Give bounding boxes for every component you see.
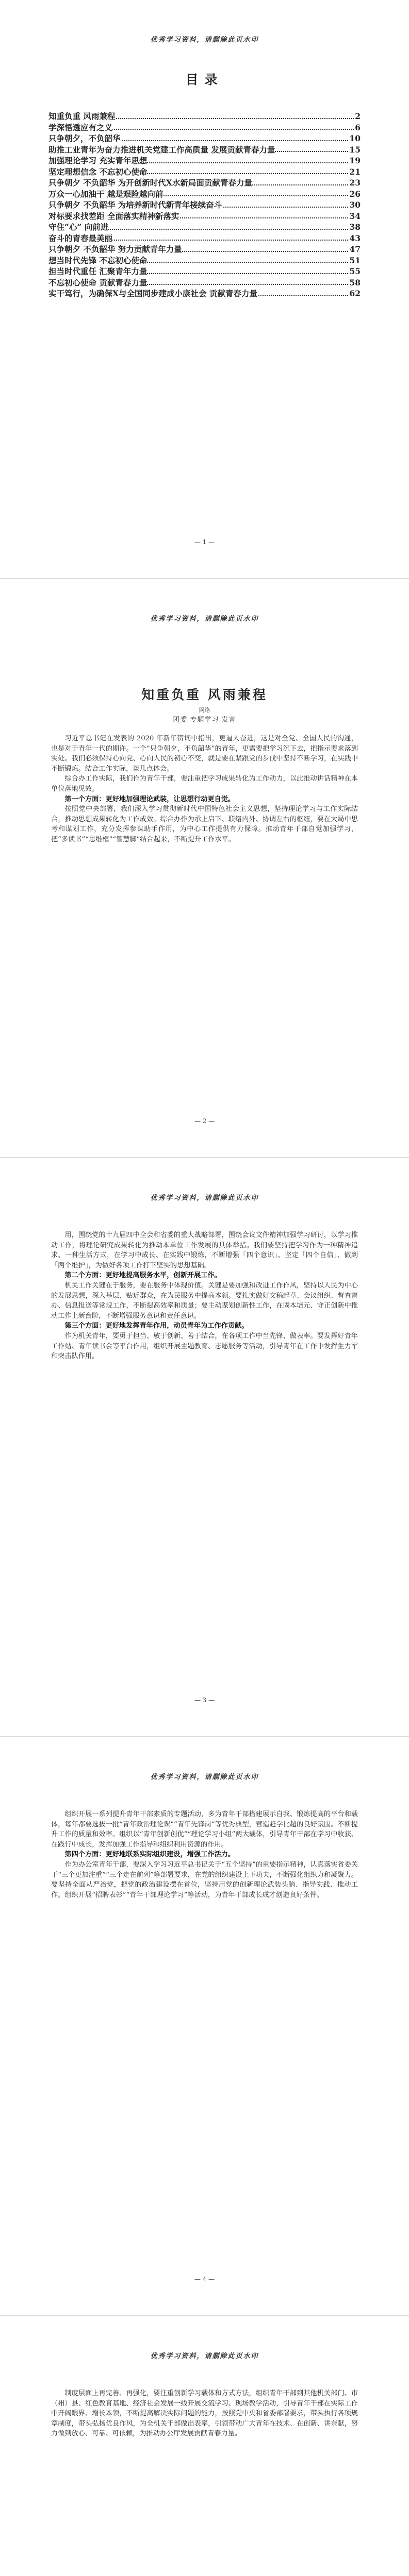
page-3	[0, 1158, 409, 1736]
toc-entry-page: 47	[349, 244, 361, 254]
toc-entry-page: 2	[355, 111, 361, 121]
toc-entry[interactable]	[48, 111, 361, 122]
toc-entry-title: 知重负重 风雨兼程	[48, 111, 116, 121]
toc-entry-title: 担当时代重任 汇聚青年力量	[48, 266, 148, 276]
toc-entry-page: 10	[349, 133, 361, 143]
page-number: — 4 —	[194, 2276, 215, 2283]
body-paragraph: 习近平总书记在发表的 2020 年新年贺词中指出，更逼人奋进，这是对全党、全国人民的沟通，也是对于青年一代的期许。一个“只争朝夕，不负韶华”的青年，更需要把学习沉下去，把指示要求落到实处。我们必须保持心向党、心向人民的初心不变，就是要在紧跟党的步伐中坚持不断学习，在实践中不断锻炼。结合工作实际，谈几点体会。	[51, 735, 358, 773]
toc-entry-page: 51	[349, 255, 361, 265]
toc-entry-page: 26	[349, 189, 361, 199]
page-header: 优秀学习资料，请删除此页水印	[150, 1194, 259, 1202]
section-heading: 第一个方面：更好地加强理论武装，让思想行动更自觉。	[64, 795, 235, 803]
toc-entry-page: 58	[349, 277, 361, 287]
toc-entry-title: 只争朝夕 不负韶华 努力贡献青年力量	[48, 244, 182, 254]
toc-entry-title: 加强理论学习 充实青年思想	[48, 156, 148, 165]
toc-title: 目录	[185, 72, 224, 87]
toc-entry-title: 坚定理想信念 不忘初心使命	[48, 166, 148, 177]
body-paragraph: 按照党中央部署，我们深入学习贯彻新时代中国特色社会主义思想，坚持理论学习与工作实际结合，推动思想成果转化为工作成效。综合办作为承上启下、联络内外、协调左右的枢纽，要在大局中思考和谋划工作，充分发挥参谋助手作用，为中心工作提供有力保障。推动青年干部自觉加强学习，把“多读书”“思维框”“智慧脚”结合起来，不断提升工作水平。	[51, 805, 358, 843]
toc-entry-page: 15	[349, 144, 361, 155]
toc-entry-page: 55	[349, 266, 361, 276]
section-heading: 第二个方面：更好地提高服务水平，创新开展工作。	[64, 1272, 221, 1280]
toc-entry-page: 34	[349, 211, 361, 221]
page-2	[0, 579, 409, 1157]
toc-entry[interactable]	[48, 222, 361, 233]
page-header: 优秀学习资料，请删除此页水印	[150, 2352, 259, 2360]
table-of-contents	[48, 111, 361, 299]
toc-entry-title: 万众一心加油干 越是艰险越向前	[48, 189, 163, 199]
toc-entry-title: 守住“心” 向前进	[48, 222, 109, 232]
toc-entry[interactable]	[48, 244, 361, 255]
toc-entry[interactable]	[48, 255, 361, 266]
toc-entry[interactable]	[48, 133, 361, 144]
toc-entry[interactable]	[48, 155, 361, 166]
article-body	[51, 1809, 358, 1900]
toc-entry-title: 对标要求找差距 全面落实精神新落实	[48, 211, 179, 221]
toc-entry-page: 30	[349, 200, 361, 210]
toc-entry-title: 只争朝夕 不负韶华 为培养新时代新青年接续奋斗	[48, 200, 222, 210]
article-body	[51, 1230, 358, 1362]
article-author: 网络	[199, 707, 210, 714]
toc-entry-title: 助推工业青年为奋力推进机关党建工作高质量 发展贡献青春力量	[48, 144, 275, 155]
page-4	[0, 1737, 409, 2315]
body-paragraph: 组织开展一系列提升青年干部素质的专题活动，多为青年干部搭建展示自我、锻炼提高的平台和载体，每年都要选拔一批“青年政治理论课”“青年先锋岗”等优秀典型，营造赶学比超的良好氛围。不断提升工作的质量和效率。组织以“青年创新创优”“理论学习小组”两大载体，引导青年干部在学习中收获、在践行中成长，发挥加强工作指导和组织利用资源的作用。	[51, 1810, 358, 1849]
body-paragraph: 用，围绕党的十九届四中全会和省委的重大战略部署，围绕会议文件精神加强学习研讨，以学习推动工作，将理论研究成果转化为推动本单位工作发展的具体举措。我们要坚持把学习作为一种精神追求、一种生活方式，在学习中成长、在实践中锻炼，不断增强「四个意识」、坚定「四个自信」、做到「两个维护」，为做好各项工作打下坚实的思想基础。	[51, 1231, 358, 1269]
toc-entry[interactable]	[48, 211, 361, 222]
page-header: 优秀学习资料，请删除此页水印	[150, 615, 259, 623]
toc-entry[interactable]	[48, 266, 361, 277]
toc-entry[interactable]	[48, 122, 361, 133]
section-heading: 第四个方面：更好地联系实际组织建设，增强工作活力。	[64, 1851, 235, 1859]
page-5	[0, 2316, 409, 2576]
section-heading: 第三个方面：更好地发挥青年作用，动员青年为工作作贡献。	[64, 1322, 249, 1330]
toc-entry-title: 学深悟透应有之义	[48, 122, 113, 132]
body-paragraph: 制度层面上再完善、再强化，要注重创新学习载体和方式方法，组织青年干部到其他机关部门、市（州）县、红色教育基地、经济社会发展一线开展交流学习、现场教学活动，引导青年干部在实际工作中开阔眼界、增长本领，不断提高解决实际问题的能力，按照党中央和省委部署要求，带头执行各项规章制度，带头弘扬优良作风，为全机关干部做出表率，引领带动广大青年在技术、在创新、讲奈献，努力做到放心、可靠、可依赖，为推动办公厅发展贡献青春力量。	[51, 2389, 358, 2438]
page-number: — 1 —	[194, 538, 215, 546]
toc-entry[interactable]	[48, 189, 361, 200]
toc-entry-page: 38	[349, 222, 361, 232]
toc-entry[interactable]	[48, 166, 361, 178]
page-1	[0, 0, 409, 578]
article-department: 团委 专题学习 发言	[173, 716, 236, 724]
body-paragraph: 综合办工作实际，我们作为青年干部，要注重把学习成果转化为工作动力，以此推动讲话精神在本单位落地见效。	[51, 775, 358, 793]
toc-entry-page: 62	[349, 289, 361, 298]
article-body	[51, 2388, 358, 2439]
toc-entry-page: 23	[349, 178, 361, 188]
page-header: 优秀学习资料，请删除此页水印	[150, 1773, 259, 1781]
toc-entry[interactable]	[48, 288, 361, 299]
page-number: — 3 —	[194, 1697, 215, 1704]
toc-entry-page: 19	[349, 156, 361, 165]
page-header: 优秀学习资料，请删除此页水印	[150, 36, 259, 44]
toc-entry-title: 奋斗的青春最美丽	[48, 233, 113, 243]
toc-entry-title: 只争朝夕 不负韶华 为开创新时代X水新局面贡献青春力量	[48, 178, 252, 188]
page-number: — 2 —	[194, 1117, 215, 1125]
body-paragraph: 机关工作关键在于服务，要在服务中体现价值。关键是要加强和改进工作作风，坚持以人民为中心的发展思想，深入基层、贴近群众，在为民服务中提高本领。要扎实做好文稿起草、会议组织、督查督办、信息报送等常规工作，不断提高效率和质量；要主动谋划创新性工作，在固本培元、守正创新中推动工作上新台阶，不断增强服务意识和责任意识。	[51, 1281, 358, 1320]
toc-entry-page: 43	[349, 233, 361, 243]
toc-entry[interactable]	[48, 177, 361, 189]
article-title: 知重负重 风雨兼程	[141, 687, 268, 702]
toc-entry-title: 实干笃行，为确保X与全国同步建成小康社会 贡献青春力量	[48, 289, 257, 298]
toc-entry[interactable]	[48, 233, 361, 244]
toc-entry-title: 只争朝夕，不负韶华	[48, 133, 121, 143]
toc-entry-title: 不忘初心使命 贡献青春力量	[48, 277, 148, 287]
toc-entry[interactable]	[48, 199, 361, 211]
toc-entry[interactable]	[48, 277, 361, 289]
toc-entry-page: 21	[349, 166, 361, 177]
body-paragraph: 作为机关青年，要勇于担当、敏于创新、善于结合，在各项工作中当先锋、做表率。要发挥好青年工作站、青年读书会等平台作用，组织开展主题教育、志愿服务等活动，引导青年在工作中发挥生力军和突击队作用。	[51, 1332, 358, 1361]
toc-entry-title: 想当时代先锋 不忘初心使命	[48, 255, 148, 265]
toc-entry-page: 6	[355, 122, 361, 132]
toc-entry[interactable]	[48, 144, 361, 156]
body-paragraph: 作为办公室青年干部，要深入学习习近平总书记关于“五个坚持”的重要指示精神，认真落实省委关于“三个更加注重”“三个走在前列”等部署要求，在党的组织建设上下功夫，不断强化组织力和凝聚力。要坚持全面从严治党，把党的政治建设摆在首位，坚持用党的创新理论武装头脑、指导实践、推动工作。组织开展“招聘表彰”“青年干部理论学习”等活动，为青年干部成长成才创造良好条件。	[51, 1860, 358, 1899]
article-body	[51, 734, 358, 845]
